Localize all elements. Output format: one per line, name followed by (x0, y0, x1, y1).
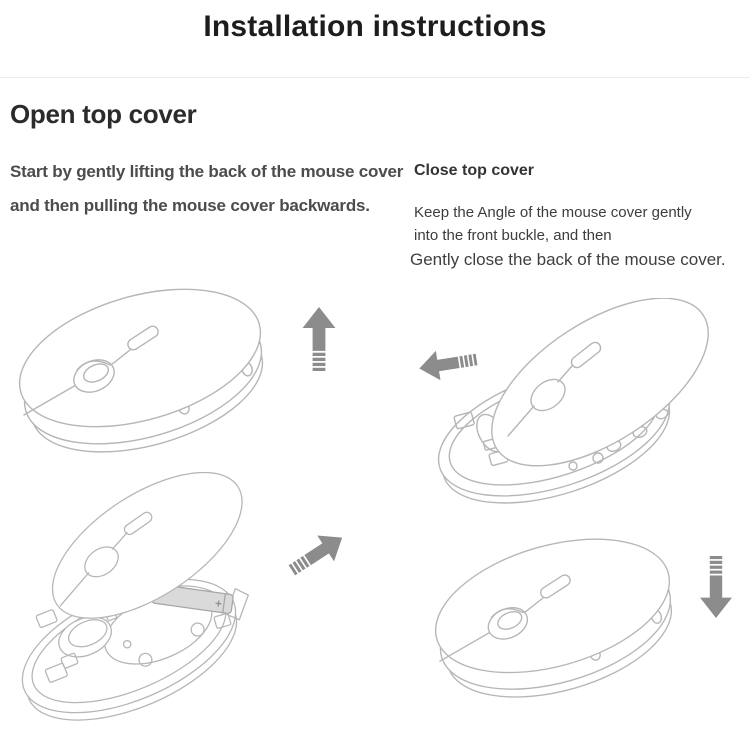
open-instruction-line-2: and then pulling the mouse cover backwards. (10, 196, 370, 215)
close-instruction-line-3: Gently close the back of the mouse cover. (410, 250, 726, 269)
arrow-down-icon (700, 556, 732, 618)
header-divider (0, 77, 750, 78)
mouse-cover-removed-illustration (10, 472, 280, 724)
mouse-assembled-close-illustration (430, 536, 675, 701)
open-section-heading: Open top cover (10, 99, 197, 129)
mouse-assembled-lift-illustration (14, 286, 266, 456)
arrow-up-icon (302, 307, 336, 371)
close-instruction-line-2: into the front buckle, and then (414, 227, 612, 244)
close-section-heading: Close top cover (414, 162, 535, 179)
mouse-cover-closing-illustration (428, 298, 723, 508)
open-instruction-line-1: Start by gently lifting the back of the mouse cover (10, 162, 404, 181)
page-title: Installation instructions (203, 10, 547, 43)
close-instruction-line-1: Keep the Angle of the mouse cover gently (414, 204, 692, 221)
battery-plus-label: + (214, 596, 223, 611)
arrow-up-right-icon (283, 524, 351, 584)
